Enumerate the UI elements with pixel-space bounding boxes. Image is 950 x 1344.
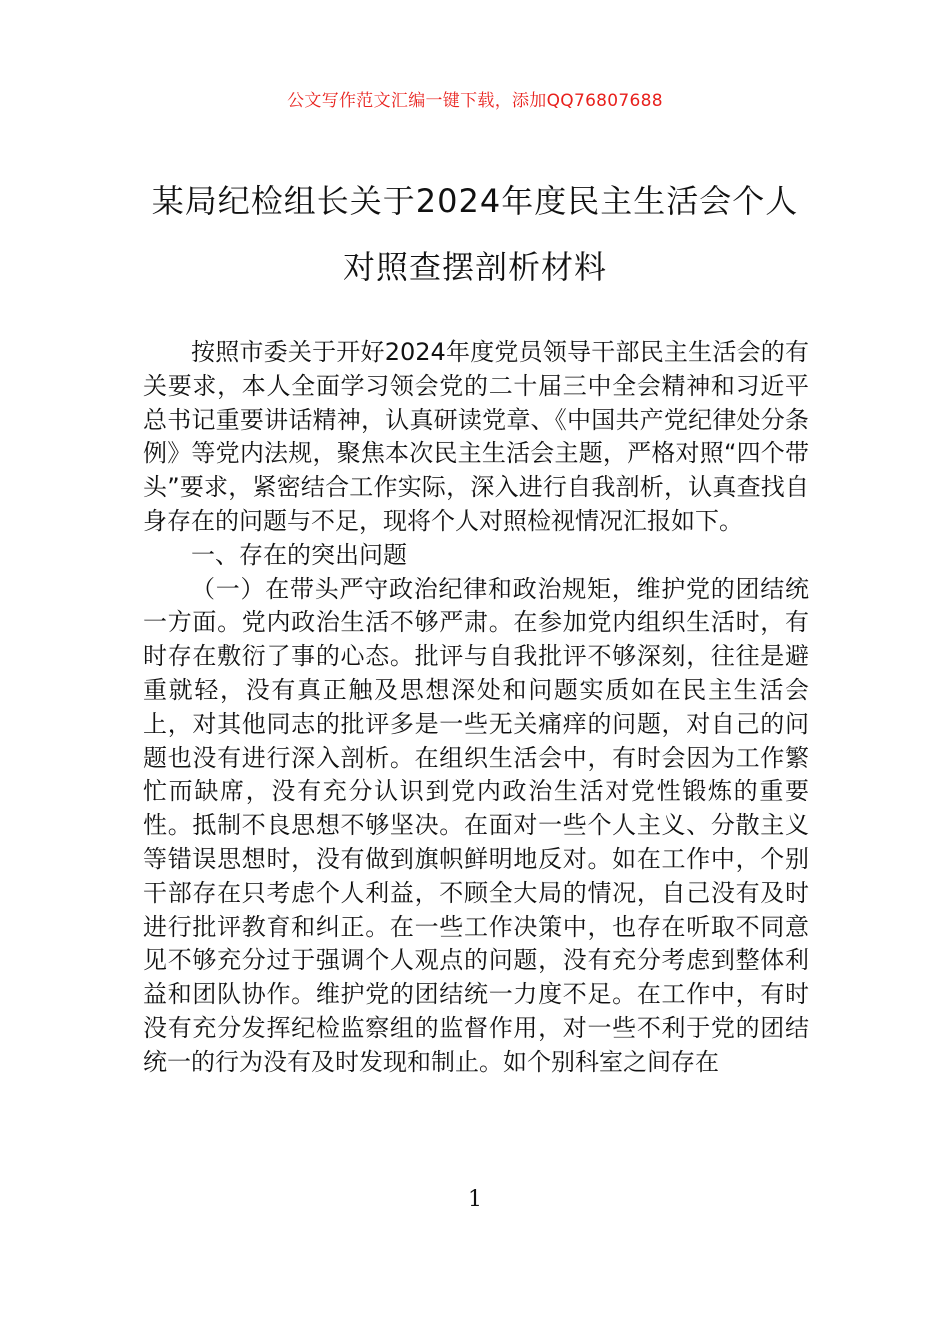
page-number: 1 [468,1187,482,1212]
document-title: 某局纪检组长关于2024年度民主生活会个人对照查摆剖析材料 [151,182,799,286]
document-body [143,336,809,1080]
body-paragraph: （一）在带头严守政治纪律和政治规矩，维护党的团结统一方面。党内政治生活不够严肃。在参加党内组织生活时，有时存在敷衍了事的心态。批评与自我批评不够深刻，往往是避重就轻，没有真正触及思想深处和问题实质如在民主生活会上，对其他同志的批评多是一些无关痛痒的问题，对自己的问题也没有进行深入剖析。在组织生活会中，有时会因为工作繁忙而缺席，没有充分认识到党内政治生活对党性锻炼的重要性。抵制不良思想不够坚决。在面对一些个人主义、分散主义等错误思想时，没有做到旗帜鲜明地反对。如在工作中，个别干部存在只考虑个人利益，不顾全大局的情况，自己没有及时进行批评教育和纠正。在一些工作决策中，也存在听取不同意见不够充分过于强调个人观点的问题，没有充分考虑到整体利益和团队协作。维护党的团结统一力度不足。在工作中，有时没有充分发挥纪检监察组的监督作用，对一些不利于党的团结统一的行为没有及时发现和制止。如个别科室之间存在 [143,574,809,1076]
intro-paragraph: 按照市委关于开好2024年度党员领导干部民主生活会的有关要求，本人全面学习领会党的二十届三中全会精神和习近平总书记重要讲话精神，认真研读党章、《中国共产党纪律处分条例》等党内法规，聚焦本次民主生活会主题，严格对照“四个带头”要求，紧密结合工作实际，深入进行自我剖析，认真查找自身存在的问题与不足，现将个人对照检视情况汇报如下。 [143,338,809,535]
download-banner: 公文写作范文汇编一键下载，添加QQ76807688 [287,91,663,111]
section-heading: 一、存在的突出问题 [191,540,407,569]
